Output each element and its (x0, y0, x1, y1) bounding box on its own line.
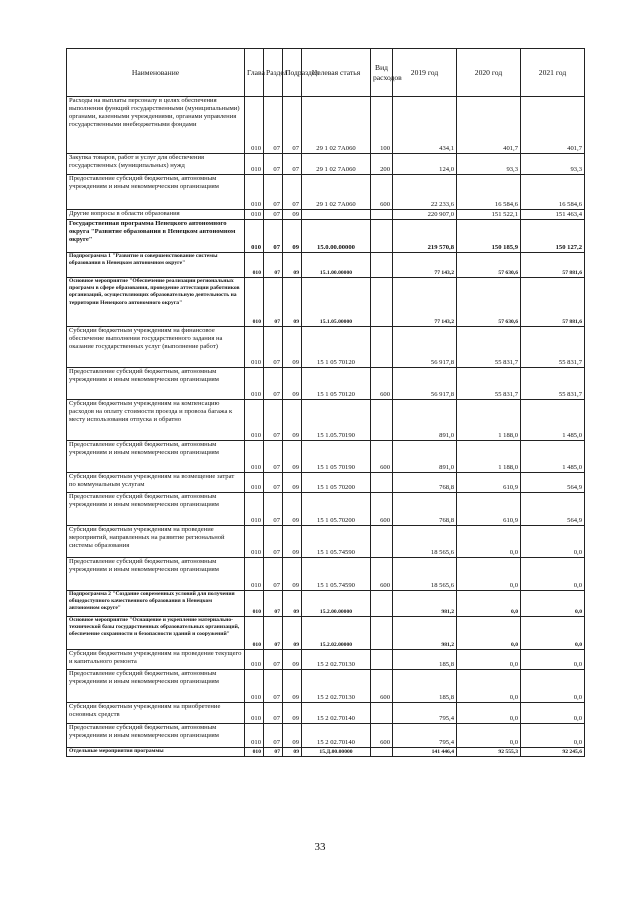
row-target-article: 15 2 02.70130 (302, 650, 371, 670)
table-row (67, 724, 585, 748)
row-expense-type (371, 748, 393, 757)
table-row (67, 526, 585, 558)
row-value-2021: 0,0 (521, 650, 585, 670)
row-expense-type: 100 (371, 97, 393, 154)
table-row (67, 400, 585, 441)
row-value-2019: 141 446,4 (393, 748, 457, 757)
row-glava: 010 (245, 670, 264, 703)
row-glava: 010 (245, 748, 264, 757)
row-target-article: 29 1 02 7А060 (302, 154, 371, 175)
table-row (67, 441, 585, 473)
row-podrazdel: 09 (283, 591, 302, 617)
row-expense-type: 600 (371, 670, 393, 703)
row-value-2019: 124,0 (393, 154, 457, 175)
row-value-2021: 92 245,6 (521, 748, 585, 757)
row-razdel: 07 (264, 253, 283, 278)
row-razdel: 07 (264, 526, 283, 558)
row-value-2021: 0,0 (521, 617, 585, 650)
row-name: Государственная программа Ненецкого автономного округа "Развитие образования в Ненецком автономном округе" (67, 220, 245, 253)
row-value-2021: 0,0 (521, 703, 585, 724)
row-razdel: 07 (264, 650, 283, 670)
row-name: Субсидии бюджетным учреждениям на проведение мероприятий, направленных на развитие региональной системы образования (67, 526, 245, 558)
row-expense-type (371, 220, 393, 253)
row-name: Субсидии бюджетным учреждениям на компенсацию расходов на оплату стоимости проезда и провоза багажа к месту использования отпуска и обратно (67, 400, 245, 441)
row-name: Предоставление субсидий бюджетным, автономным учреждениям и иным некоммерческим организациям (67, 724, 245, 748)
row-target-article: 15 2 02.70140 (302, 724, 371, 748)
row-podrazdel: 07 (283, 175, 302, 210)
row-value-2021: 0,0 (521, 724, 585, 748)
table-row (67, 253, 585, 278)
row-value-2019: 434,1 (393, 97, 457, 154)
row-name: Основное мероприятие "Оснащение и укрепление материально-технической базы государственных образовательных организаций, обеспечение сохранности и безопасности зданий и сооружений" (67, 617, 245, 650)
row-expense-type: 600 (371, 558, 393, 591)
table-row (67, 327, 585, 368)
row-name: Субсидии бюджетным учреждениям на возмещение затрат по коммунальным услугам (67, 473, 245, 493)
row-value-2019: 891,0 (393, 441, 457, 473)
row-razdel: 07 (264, 473, 283, 493)
row-value-2020: 16 584,6 (457, 175, 521, 210)
row-value-2021: 0,0 (521, 558, 585, 591)
row-razdel: 07 (264, 210, 283, 220)
row-glava: 010 (245, 617, 264, 650)
row-razdel: 07 (264, 278, 283, 327)
row-expense-type: 600 (371, 441, 393, 473)
row-glava: 010 (245, 210, 264, 220)
row-glava: 010 (245, 441, 264, 473)
row-value-2021: 57 881,6 (521, 278, 585, 327)
row-name: Субсидии бюджетным учреждениям на проведение текущего и капитального ремонта (67, 650, 245, 670)
row-value-2020: 57 630,6 (457, 278, 521, 327)
row-target-article: 15 1 05 70200 (302, 473, 371, 493)
row-name: Расходы на выплаты персоналу в целях обеспечения выполнения функций государственными (муниципальными) органами, казенными учреждениями, органами управления государственными внебюджетными фондами (67, 97, 245, 154)
row-razdel: 07 (264, 327, 283, 368)
table-row (67, 220, 585, 253)
row-name: Закупка товаров, работ и услуг для обеспечения государственных (муниципальных) нужд (67, 154, 245, 175)
row-expense-type: 600 (371, 175, 393, 210)
row-glava: 010 (245, 591, 264, 617)
table-row (67, 368, 585, 400)
row-target-article: 15 1 05 70120 (302, 368, 371, 400)
row-target-article: 15 1.05.70190 (302, 400, 371, 441)
table-row (67, 97, 585, 154)
row-glava: 010 (245, 175, 264, 210)
row-value-2019: 77 143,2 (393, 278, 457, 327)
row-value-2021: 564,9 (521, 493, 585, 526)
row-expense-type (371, 327, 393, 368)
row-name: Предоставление субсидий бюджетным, автономным учреждениям и иным некоммерческим организациям (67, 558, 245, 591)
row-name: Предоставление субсидий бюджетным, автономным учреждениям и иным некоммерческим организациям (67, 441, 245, 473)
row-podrazdel: 09 (283, 368, 302, 400)
row-value-2020: 0,0 (457, 558, 521, 591)
row-value-2021: 151 463,4 (521, 210, 585, 220)
row-name: Субсидии бюджетным учреждениям на приобретение основных средств (67, 703, 245, 724)
row-value-2021: 93,3 (521, 154, 585, 175)
row-razdel: 07 (264, 154, 283, 175)
row-expense-type (371, 278, 393, 327)
row-expense-type: 600 (371, 724, 393, 748)
row-glava: 010 (245, 526, 264, 558)
row-value-2020: 610,9 (457, 493, 521, 526)
row-name: Предоставление субсидий бюджетным, автономным учреждениям и иным некоммерческим организациям (67, 670, 245, 703)
row-glava: 010 (245, 278, 264, 327)
row-value-2020: 0,0 (457, 724, 521, 748)
row-value-2019: 56 917,8 (393, 368, 457, 400)
row-value-2021: 55 831,7 (521, 327, 585, 368)
row-name: Подпрограмма 2 "Создание современных условий для получения общедоступного качественного образования в Ненецком автономном округе" (67, 591, 245, 617)
row-razdel: 07 (264, 441, 283, 473)
row-value-2020: 0,0 (457, 650, 521, 670)
row-value-2021: 57 881,6 (521, 253, 585, 278)
row-value-2019: 77 143,2 (393, 253, 457, 278)
row-value-2019: 795,4 (393, 703, 457, 724)
row-target-article: 15 1 05.74590 (302, 558, 371, 591)
row-razdel: 07 (264, 493, 283, 526)
row-expense-type: 600 (371, 368, 393, 400)
row-glava: 010 (245, 220, 264, 253)
header-2021: 2021 год (521, 49, 585, 97)
row-value-2020: 57 630,6 (457, 253, 521, 278)
row-target-article: 15.1.00.00000 (302, 253, 371, 278)
header-razdel: Раздел (264, 49, 283, 97)
row-expense-type (371, 526, 393, 558)
row-target-article: 29 1 02 7А060 (302, 97, 371, 154)
row-value-2021: 16 584,6 (521, 175, 585, 210)
row-value-2019: 981,2 (393, 591, 457, 617)
row-value-2019: 185,8 (393, 650, 457, 670)
row-podrazdel: 09 (283, 617, 302, 650)
table-row (67, 748, 585, 757)
table-row (67, 175, 585, 210)
row-razdel: 07 (264, 617, 283, 650)
row-razdel: 07 (264, 175, 283, 210)
row-name: Основное мероприятие "Обеспечение реализации региональных программ в сфере образования, проведение аттестации работников организаций, осуществляющих образовательную деятельность на территории Ненецкого автономного округа" (67, 278, 245, 327)
row-value-2019: 220 907,0 (393, 210, 457, 220)
row-razdel: 07 (264, 368, 283, 400)
row-name: Предоставление субсидий бюджетным, автономным учреждениям и иным некоммерческим организациям (67, 175, 245, 210)
row-podrazdel: 09 (283, 650, 302, 670)
table-row (67, 473, 585, 493)
row-razdel: 07 (264, 703, 283, 724)
row-value-2020: 150 185,9 (457, 220, 521, 253)
row-razdel: 07 (264, 558, 283, 591)
row-expense-type (371, 473, 393, 493)
row-value-2020: 1 188,0 (457, 400, 521, 441)
row-value-2021: 0,0 (521, 591, 585, 617)
table-header (67, 49, 585, 97)
row-name: Подпрограмма 1 "Развитие и совершенствование системы образования в Ненецком автономном округе" (67, 253, 245, 278)
row-podrazdel: 09 (283, 724, 302, 748)
row-value-2020: 0,0 (457, 670, 521, 703)
row-value-2019: 891,0 (393, 400, 457, 441)
row-value-2021: 150 127,2 (521, 220, 585, 253)
table-row (67, 617, 585, 650)
row-value-2020: 0,0 (457, 617, 521, 650)
row-value-2021: 55 831,7 (521, 368, 585, 400)
row-value-2020: 55 831,7 (457, 368, 521, 400)
row-value-2019: 981,2 (393, 617, 457, 650)
row-expense-type: 600 (371, 493, 393, 526)
header-podrazdel: Подраздел (283, 49, 302, 97)
row-value-2019: 768,8 (393, 493, 457, 526)
row-razdel: 07 (264, 724, 283, 748)
table-row (67, 154, 585, 175)
row-expense-type (371, 400, 393, 441)
row-expense-type (371, 210, 393, 220)
row-podrazdel: 07 (283, 154, 302, 175)
row-name: Предоставление субсидий бюджетным, автономным учреждениям и иным некоммерческим организациям (67, 493, 245, 526)
row-expense-type (371, 703, 393, 724)
table-body (67, 97, 585, 757)
row-value-2019: 185,8 (393, 670, 457, 703)
row-expense-type (371, 650, 393, 670)
row-target-article: 15 1 05 70120 (302, 327, 371, 368)
row-podrazdel: 09 (283, 441, 302, 473)
header-2020: 2020 год (457, 49, 521, 97)
row-value-2020: 55 831,7 (457, 327, 521, 368)
row-value-2021: 0,0 (521, 526, 585, 558)
row-podrazdel: 09 (283, 526, 302, 558)
row-glava: 010 (245, 703, 264, 724)
row-target-article: 15 1 05.70200 (302, 493, 371, 526)
row-glava: 010 (245, 558, 264, 591)
table-row (67, 650, 585, 670)
row-glava: 010 (245, 327, 264, 368)
header-glava: Глава (245, 49, 264, 97)
row-glava: 010 (245, 493, 264, 526)
row-target-article: 15.2.00.00000 (302, 591, 371, 617)
row-value-2021: 0,0 (521, 670, 585, 703)
row-target-article: 15.1.05.00000 (302, 278, 371, 327)
row-name: Предоставление субсидий бюджетным, автономным учреждениям и иным некоммерческим организациям (67, 368, 245, 400)
table-row (67, 210, 585, 220)
row-value-2020: 0,0 (457, 703, 521, 724)
row-glava: 010 (245, 97, 264, 154)
page-number: 33 (314, 841, 326, 853)
row-glava: 010 (245, 650, 264, 670)
row-value-2021: 401,7 (521, 97, 585, 154)
row-glava: 010 (245, 724, 264, 748)
row-value-2021: 564,9 (521, 473, 585, 493)
row-value-2019: 22 233,6 (393, 175, 457, 210)
row-name: Другие вопросы в области образования (67, 210, 245, 220)
row-glava: 010 (245, 400, 264, 441)
row-value-2019: 795,4 (393, 724, 457, 748)
table-row (67, 278, 585, 327)
row-podrazdel: 09 (283, 327, 302, 368)
table-row (67, 591, 585, 617)
row-expense-type: 200 (371, 154, 393, 175)
row-value-2021: 1 485,0 (521, 400, 585, 441)
row-razdel: 07 (264, 748, 283, 757)
row-value-2020: 1 188,0 (457, 441, 521, 473)
row-value-2019: 219 570,8 (393, 220, 457, 253)
row-podrazdel: 09 (283, 210, 302, 220)
row-expense-type (371, 591, 393, 617)
table-row (67, 558, 585, 591)
row-podrazdel: 09 (283, 400, 302, 441)
row-target-article: 15.2.02.00000 (302, 617, 371, 650)
header-2019: 2019 год (393, 49, 457, 97)
header-expense-type: Вид расходов (371, 49, 393, 97)
row-target-article: 29 1 02 7А060 (302, 175, 371, 210)
row-target-article: 15 1 05.74590 (302, 526, 371, 558)
row-glava: 010 (245, 154, 264, 175)
row-podrazdel: 09 (283, 558, 302, 591)
row-podrazdel: 09 (283, 670, 302, 703)
budget-table (66, 48, 585, 757)
row-target-article: 15.Д.00.00000 (302, 748, 371, 757)
row-value-2019: 768,8 (393, 473, 457, 493)
row-value-2020: 610,9 (457, 473, 521, 493)
row-podrazdel: 09 (283, 473, 302, 493)
table-row (67, 670, 585, 703)
row-name: Субсидии бюджетным учреждениям на финансовое обеспечение выполнения государственного задания на оказание государственных услуг (выполнение работ) (67, 327, 245, 368)
row-podrazdel: 09 (283, 493, 302, 526)
row-value-2019: 18 565,6 (393, 526, 457, 558)
row-expense-type (371, 617, 393, 650)
row-razdel: 07 (264, 591, 283, 617)
row-razdel: 07 (264, 400, 283, 441)
row-target-article (302, 210, 371, 220)
row-podrazdel: 09 (283, 253, 302, 278)
row-target-article: 15 2 02.70130 (302, 670, 371, 703)
row-podrazdel: 09 (283, 278, 302, 327)
budget-page (66, 48, 584, 757)
row-name: Отдельные мероприятия программы (67, 748, 245, 757)
row-glava: 010 (245, 253, 264, 278)
table-row (67, 703, 585, 724)
row-value-2021: 1 485,0 (521, 441, 585, 473)
row-glava: 010 (245, 368, 264, 400)
header-target-article: Целевая статья (302, 49, 371, 97)
row-podrazdel: 07 (283, 97, 302, 154)
row-target-article: 15 2 02.70140 (302, 703, 371, 724)
row-expense-type (371, 253, 393, 278)
row-glava: 010 (245, 473, 264, 493)
row-razdel: 07 (264, 670, 283, 703)
row-podrazdel: 09 (283, 220, 302, 253)
row-value-2020: 93,3 (457, 154, 521, 175)
row-value-2020: 0,0 (457, 591, 521, 617)
row-value-2020: 0,0 (457, 526, 521, 558)
row-value-2019: 18 565,6 (393, 558, 457, 591)
row-target-article: 15.0.00.00000 (302, 220, 371, 253)
row-target-article: 15 1 05 70190 (302, 441, 371, 473)
row-value-2020: 401,7 (457, 97, 521, 154)
table-row (67, 493, 585, 526)
row-razdel: 07 (264, 220, 283, 253)
row-value-2020: 92 555,3 (457, 748, 521, 757)
row-razdel: 07 (264, 97, 283, 154)
row-value-2019: 56 917,8 (393, 327, 457, 368)
row-value-2020: 151 522,1 (457, 210, 521, 220)
row-podrazdel: 09 (283, 703, 302, 724)
header-name: Наименование (67, 49, 245, 97)
row-podrazdel: 09 (283, 748, 302, 757)
